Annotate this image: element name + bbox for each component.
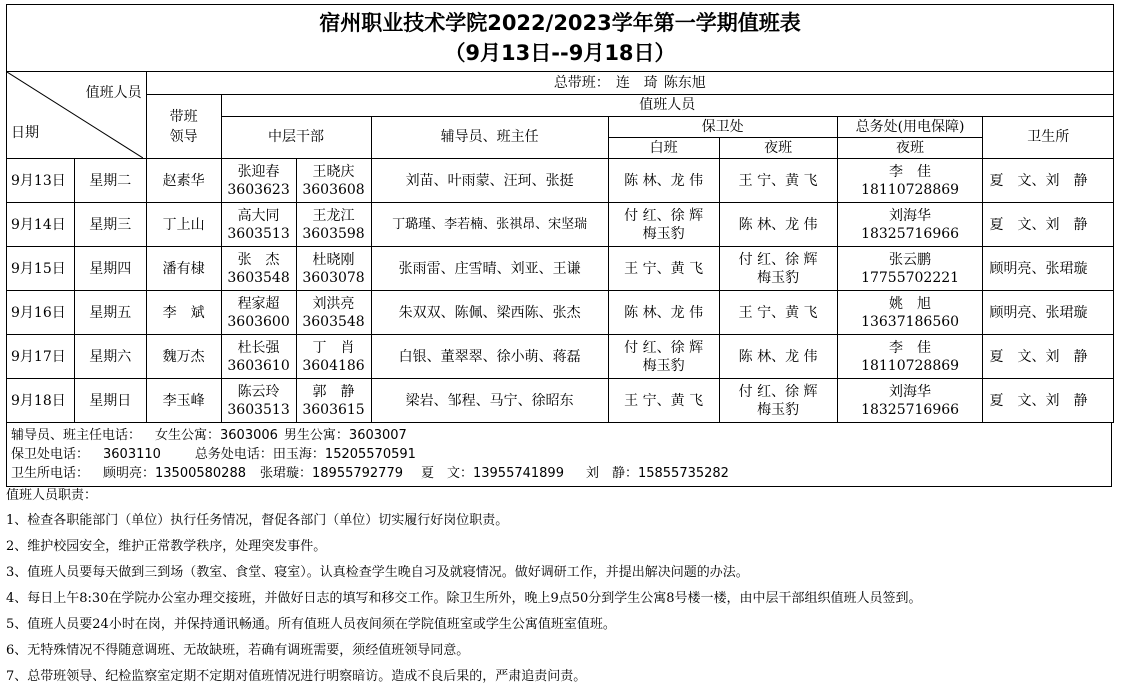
weekday-cell: 星期六 xyxy=(74,335,146,379)
counselor-cell: 梁岩、邹程、马宁、徐昭东 xyxy=(371,379,608,423)
date-cell: 9月18日 xyxy=(7,379,75,423)
ga-cell: 刘海华 18325716966 xyxy=(837,379,983,423)
table-row xyxy=(7,159,1114,203)
weekday-cell: 星期二 xyxy=(74,159,146,203)
counselor-cell: 白银、董翠翠、徐小萌、蒋磊 xyxy=(371,335,608,379)
clinic-cell: 夏 文、刘 静 xyxy=(983,335,1114,379)
contact-notes xyxy=(6,423,1112,487)
security-day-cell: 付 红、徐 辉 梅玉豹 xyxy=(608,203,719,247)
security-header: 保卫处 xyxy=(608,116,837,138)
ga-cell: 张云鹏 17755702221 xyxy=(837,247,983,291)
counselor-cell: 朱双双、陈佩、梁西陈、张杰 xyxy=(371,291,608,335)
counselor-cell: 张雨雷、庄雪晴、刘亚、王谦 xyxy=(371,247,608,291)
general-shift-name: 陈东旭 xyxy=(663,75,706,91)
counselor-header: 辅导员、班主任 xyxy=(371,116,608,159)
table-row xyxy=(7,203,1114,247)
duty-item: 1、检查各职能部门（单位）执行任务情况，督促各部门（单位）切实履行好岗位职责。 xyxy=(6,513,509,528)
middle-mgr-header: 中层干部 xyxy=(221,116,371,159)
general-shift-label: 总带班： xyxy=(553,75,610,91)
security-night-cell: 陈 林、龙 伟 xyxy=(719,335,837,379)
general-affairs-header: 总务处(用电保障) xyxy=(837,116,983,138)
table-row xyxy=(7,335,1114,379)
corner-top-label: 值班人员 xyxy=(85,85,142,101)
mgr2-cell: 刘洪亮 3603548 xyxy=(296,291,371,335)
counselor-cell: 丁璐瑾、李若楠、张祺昂、宋坚瑞 xyxy=(371,203,608,247)
date-cell: 9月14日 xyxy=(7,203,75,247)
leader-cell: 魏万杰 xyxy=(146,335,221,379)
mgr1-cell: 张迎春 3603623 xyxy=(221,159,296,203)
general-shift-row xyxy=(146,72,1113,95)
security-day-cell: 陈 林、龙 伟 xyxy=(608,159,719,203)
duty-item: 6、无特殊情况不得随意调班、无故缺班，若确有调班需要，须经值班领导同意。 xyxy=(6,643,470,658)
mgr2-cell: 丁 肖 3604186 xyxy=(296,335,371,379)
date-cell: 9月13日 xyxy=(7,159,75,203)
clinic-header: 卫生所 xyxy=(983,116,1114,159)
page-subtitle: （9月13日--9月18日） xyxy=(444,41,676,65)
mgr2-cell: 郭 静 3603615 xyxy=(296,379,371,423)
ga-cell: 姚 旭 13637186560 xyxy=(837,291,983,335)
table-row xyxy=(7,379,1114,423)
security-night-cell: 陈 林、龙 伟 xyxy=(719,203,837,247)
security-day-cell: 陈 林、龙 伟 xyxy=(608,291,719,335)
clinic-cell: 顾明亮、张珺璇 xyxy=(983,247,1114,291)
corner-bottom-label: 日期 xyxy=(11,125,39,141)
mgr1-cell: 程家超 3603600 xyxy=(221,291,296,335)
ga-cell: 李 佳 18110728869 xyxy=(837,335,983,379)
ga-cell: 刘海华 18325716966 xyxy=(837,203,983,247)
night-shift-header: 夜班 xyxy=(719,138,837,159)
general-shift-name: 连 琦 xyxy=(615,75,658,91)
security-night-cell: 付 红、徐 辉 梅玉豹 xyxy=(719,247,837,291)
duty-item: 3、值班人员要每天做到三到场（教室、食堂、寝室）。认真检查学生晚自习及就寝情况。做好调研工作，并提出解决问题的办法。 xyxy=(6,565,749,580)
security-day-cell: 王 宁、黄 飞 xyxy=(608,247,719,291)
leader-header: 带班领导 xyxy=(146,95,221,159)
mgr1-cell: 张 杰 3603548 xyxy=(221,247,296,291)
security-night-cell: 付 红、徐 辉 梅玉豹 xyxy=(719,379,837,423)
clinic-cell: 夏 文、刘 静 xyxy=(983,203,1114,247)
clinic-cell: 顾明亮、张珺璇 xyxy=(983,291,1114,335)
counselor-cell: 刘苗、叶雨蒙、汪珂、张挺 xyxy=(371,159,608,203)
security-night-cell: 王 宁、黄 飞 xyxy=(719,291,837,335)
leader-cell: 赵素华 xyxy=(146,159,221,203)
ga-night-header: 夜班 xyxy=(837,138,983,159)
mgr2-cell: 王龙江 3603598 xyxy=(296,203,371,247)
security-night-cell: 王 宁、黄 飞 xyxy=(719,159,837,203)
leader-cell: 丁上山 xyxy=(146,203,221,247)
mgr1-cell: 陈云玲 3603513 xyxy=(221,379,296,423)
ga-cell: 李 佳 18110728869 xyxy=(837,159,983,203)
duty-item: 5、值班人员要24小时在岗，并保持通讯畅通。所有值班人员夜间须在学院值班室或学生公寓值班室值班。 xyxy=(6,617,616,632)
duty-item: 7、总带班领导、纪检监察室定期不定期对值班情况进行明察暗访。造成不良后果的，严肃追责问责。 xyxy=(6,669,587,684)
contact-line: 保卫处电话： 3603110 总务处电话：田玉海：15205570591 xyxy=(11,447,416,462)
date-cell: 9月16日 xyxy=(7,291,75,335)
weekday-cell: 星期三 xyxy=(74,203,146,247)
mgr2-cell: 王晓庆 3603608 xyxy=(296,159,371,203)
weekday-cell: 星期四 xyxy=(74,247,146,291)
duties-section xyxy=(6,487,1114,694)
weekday-cell: 星期五 xyxy=(74,291,146,335)
title-block xyxy=(7,5,1114,72)
weekday-cell: 星期日 xyxy=(74,379,146,423)
mgr1-cell: 高大同 3603513 xyxy=(221,203,296,247)
clinic-cell: 夏 文、刘 静 xyxy=(983,159,1114,203)
contact-line: 辅导员、班主任电话： 女生公寓：3603006 男生公寓：3603007 xyxy=(11,428,407,443)
date-cell: 9月17日 xyxy=(7,335,75,379)
mgr2-cell: 杜晓刚 3603078 xyxy=(296,247,371,291)
duty-roster-sheet xyxy=(6,4,1114,487)
leader-cell: 潘有棣 xyxy=(146,247,221,291)
duty-table xyxy=(6,4,1114,423)
page-title: 宿州职业技术学院2022/2023学年第一学期值班表 xyxy=(319,11,801,35)
clinic-cell: 夏 文、刘 静 xyxy=(983,379,1114,423)
contact-line: 卫生所电话： 顾明亮：13500580288 张珺璇：18955792779 夏 文：13955741899 刘 静：15855735282 xyxy=(11,466,729,481)
table-row xyxy=(7,247,1114,291)
leader-cell: 李 斌 xyxy=(146,291,221,335)
duty-item: 4、每日上午8:30在学院办公室办理交接班，并做好日志的填写和移交工作。除卫生所外，晚上9点50分到学生公寓8号楼一楼，由中层干部组织值班人员签到。 xyxy=(6,591,922,606)
mgr1-cell: 杜长强 3603610 xyxy=(221,335,296,379)
duty-item: 2、维护校园安全，维护正常教学秩序，处理突发事件。 xyxy=(6,539,327,554)
security-day-cell: 王 宁、黄 飞 xyxy=(608,379,719,423)
security-day-cell: 付 红、徐 辉 梅玉豹 xyxy=(608,335,719,379)
day-shift-header: 白班 xyxy=(608,138,719,159)
table-row xyxy=(7,291,1114,335)
duties-header: 值班人员职责： xyxy=(6,488,98,503)
staff-group-header: 值班人员 xyxy=(221,95,1113,117)
date-cell: 9月15日 xyxy=(7,247,75,291)
corner-header xyxy=(7,72,147,159)
leader-cell: 李玉峰 xyxy=(146,379,221,423)
